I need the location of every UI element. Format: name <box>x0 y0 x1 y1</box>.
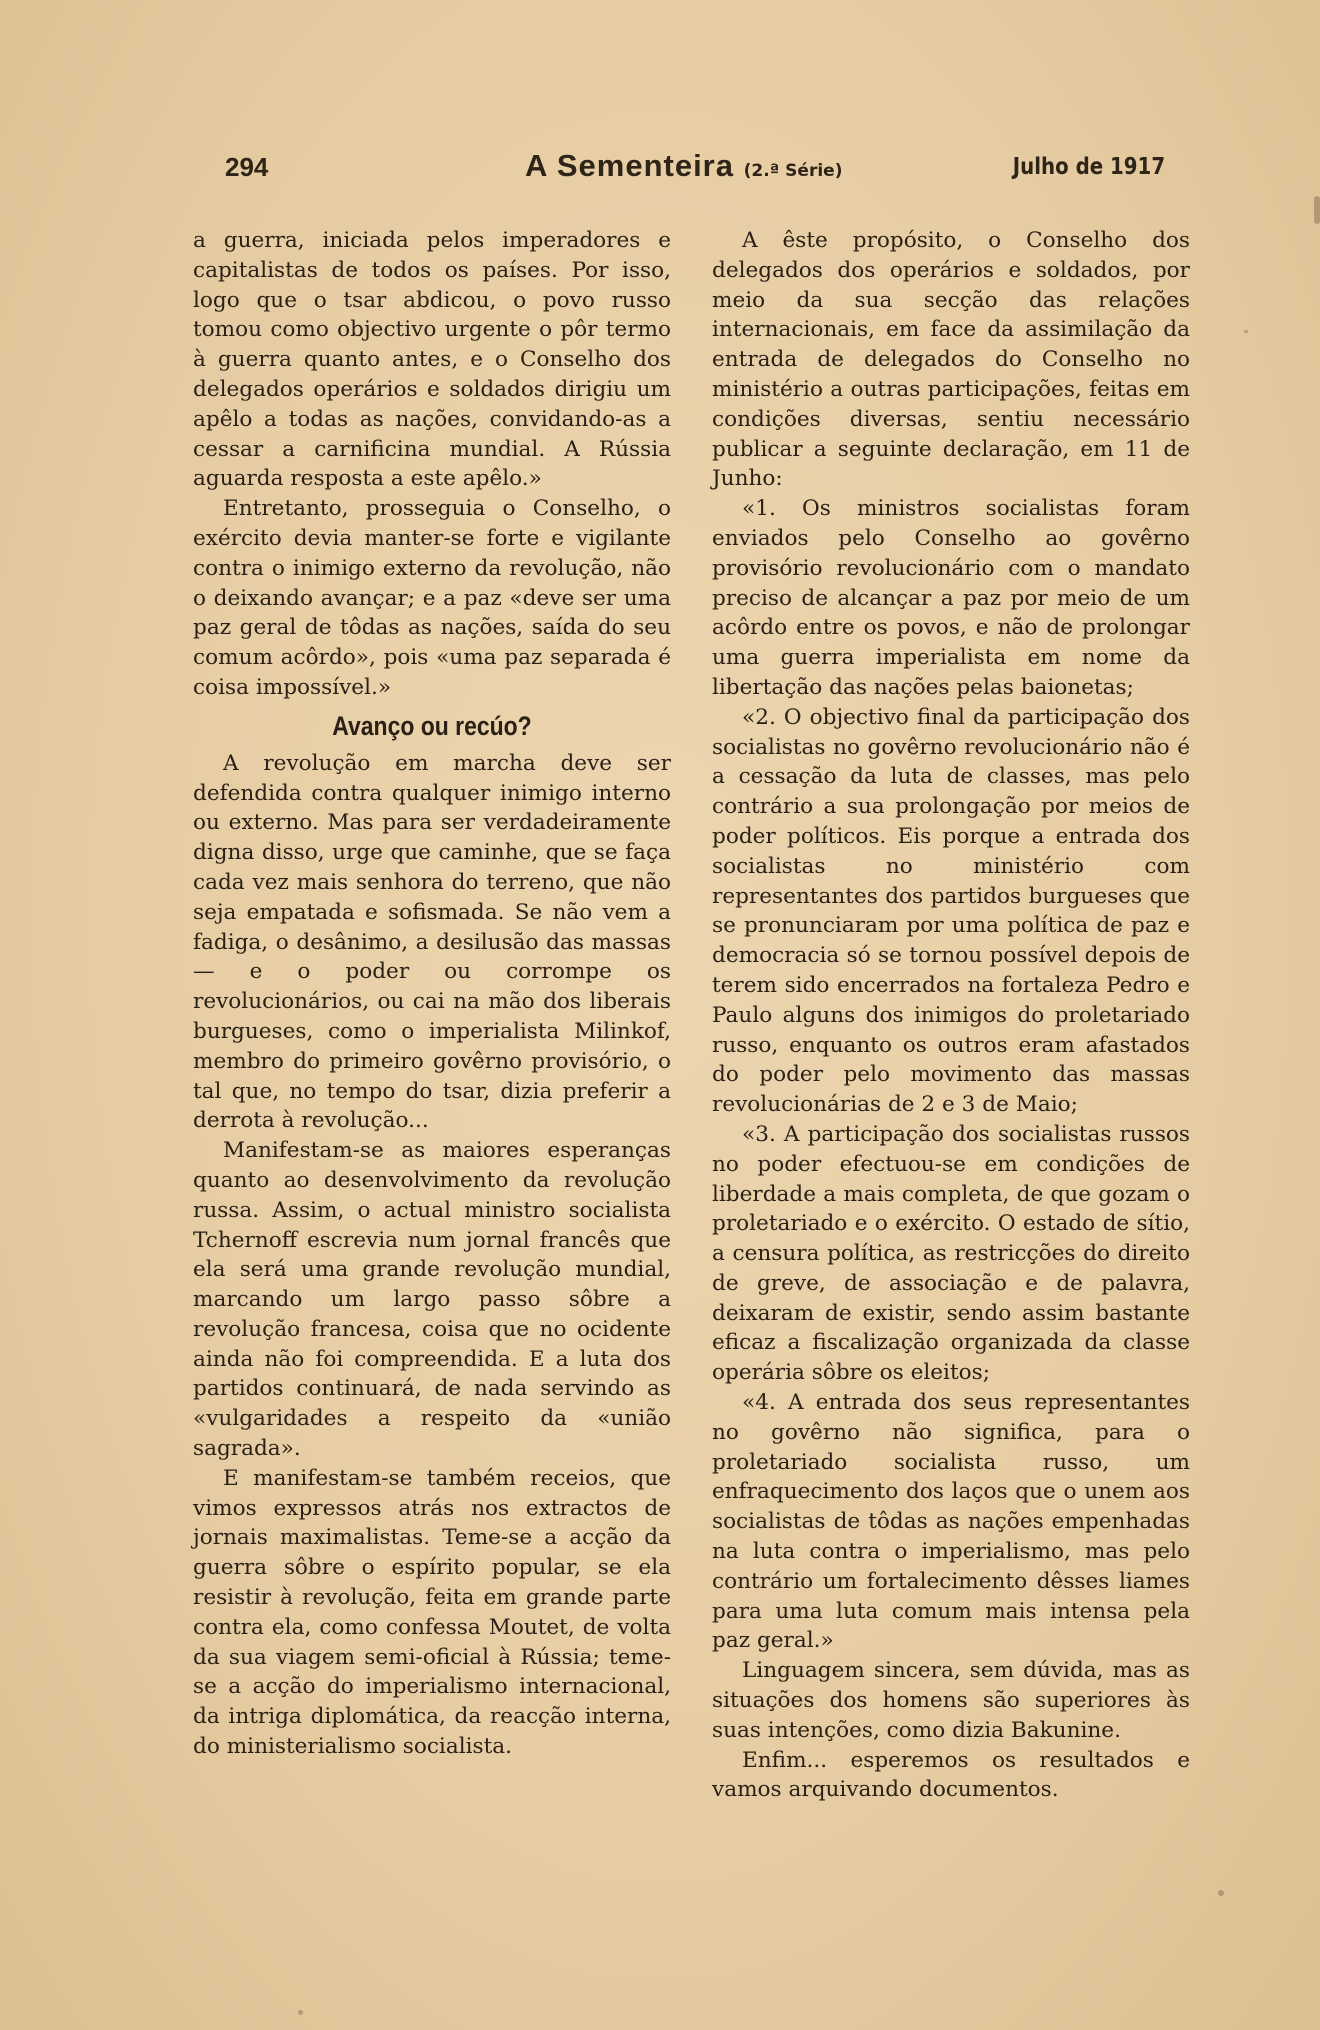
paragraph: «1. Os ministros socialistas foram enviados pelo Conselho ao govêrno provisório revolucionário com o mandato preciso de alcançar a paz por meio de um acôrdo entre os povos, e não de prolongar uma guerra imperialista em nome da libertação das nações pelas baionetas; <box>712 496 1190 700</box>
paragraph: «3. A participação dos socialistas russos no poder efectuou-se em condições de liberdade a mais completa, de que gozam o proletariado e o exército. O estado de sítio, a censura política, as restricções do direito de greve, de associação e de palavra, deixaram de existir, sendo assim bastante eficaz a fiscalização organizada da classe operária sôbre os eleitos; <box>712 1121 1190 1386</box>
page-number: 294 <box>225 152 269 182</box>
right-column <box>712 226 1190 1805</box>
issue-date: Julho de 1917 <box>1012 154 1165 180</box>
paragraph: Linguagem sincera, sem dúvida, mas as situações dos homens são superiores às suas intenções, como dizia Bakunine. <box>712 1658 1190 1743</box>
journal-title-text: A Sementeira <box>525 148 734 183</box>
paragraph: «2. O objectivo final da participação dos socialistas no govêrno revolucionário não é a cessação da luta de classes, mas pelo contrário a sua prolongação por meios de poder políticos. Eis porque a entrada dos socialistas no ministério com representantes dos partidos burgueses que se pronunciaram por uma política de paz e democracia só se tornou possível depois de terem sido encerrados na fortaleza Pedro e Paulo alguns dos inimigos do proletariado russo, enquanto os outros eram afastados do poder pelo movimento das massas revolucionárias de 2 e 3 de Maio; <box>712 704 1190 1118</box>
paragraph: Enfim... esperemos os resultados e vamos arquivando documentos. <box>712 1747 1190 1803</box>
paragraph: Entretanto, prosseguia o Conselho, o exército devia manter-se forte e vigilante contra o inimigo externo da revolução, não o deixando avançar; e a paz «deve ser uma paz geral de tôdas as nações, saída do seu comum acôrdo», pois «uma paz separada é coisa impossível.» <box>193 496 671 700</box>
paper-speck <box>1314 196 1320 224</box>
paper-speck <box>1218 1890 1224 1896</box>
paragraph: A revolução em marcha deve ser defendida contra qualquer inimigo interno ou externo. Mas para ser verdadeiramente digna disso, urge que caminhe, que se faça cada vez mais senhora do terreno, que não seja empatada e sofismada. Se não vem a fadiga, o desânimo, a desilusão das massas — e o poder ou corrompe os revolucionários, ou cai na mão dos liberais burgueses, como o imperialista Milinkof, membro do primeiro govêrno provisório, o tal que, no tempo do tsar, dizia preferir a derrota à revolução... <box>193 750 671 1134</box>
series-label: (2.ª Série) <box>743 161 843 181</box>
paragraph: «4. A entrada dos seus representantes no govêrno não significa, para o proletariado socialista russo, um enfraquecimento dos laços que o unem aos socialistas de tôdas as nações empenhadas na luta contra o imperialismo, mas pelo contrário um fortalecimento dêsses liames para uma luta comum mais intensa pela paz geral.» <box>712 1390 1190 1654</box>
paragraph: Manifestam-se as maiores esperanças quanto ao desenvolvimento da revolução russa. Assim, o actual ministro socialista Tchernoff escrevia num jornal francês que ela será uma grande revolução mundial, marcando um largo passo sôbre a revolução francesa, coisa que no ocidente ainda não foi compreendida. E a luta dos partidos continuará, de nada servindo as «vulgaridades a respeito da «união sagrada». <box>193 1138 671 1462</box>
paragraph: a guerra, iniciada pelos imperadores e capitalistas de todos os países. Por isso, logo que o tsar abdicou, o povo russo tomou como objectivo urgente o pôr termo à guerra quanto antes, e o Conselho dos delegados operários e soldados dirigiu um apêlo a todas as nações, convidando-as a cessar a carnificina mundial. A Rússia aguarda resposta a este apêlo.» <box>193 228 671 492</box>
paper-speck <box>1244 330 1248 333</box>
paragraph: E manifestam-se também receios, que vimos expressos atrás nos extractos de jornais maximalistas. Teme-se a acção da guerra sôbre o espírito popular, se ela resistir à revolução, feita em grande parte contra ela, como confessa Moutet, de volta da sua viagem semi-oficial à Rússia; teme-se a acção do imperialismo internacional, da intriga diplomática, da reacção interna, do ministerialismo socialista. <box>193 1465 671 1760</box>
section-heading: Avanço ou recúo? <box>332 710 532 741</box>
left-column <box>193 226 671 1762</box>
paper-speck <box>298 2010 303 2015</box>
page-header <box>225 148 1165 188</box>
paragraph: A êste propósito, o Conselho dos delegados dos operários e soldados, por meio da sua secção das relações internacionais, em face da assimilação da entrada de delegados do Conselho no ministério a outras participações, feitas em condições diversas, sentiu necessário publicar a seguinte declaração, em 11 de Junho: <box>712 228 1190 492</box>
journal-title <box>525 148 842 184</box>
